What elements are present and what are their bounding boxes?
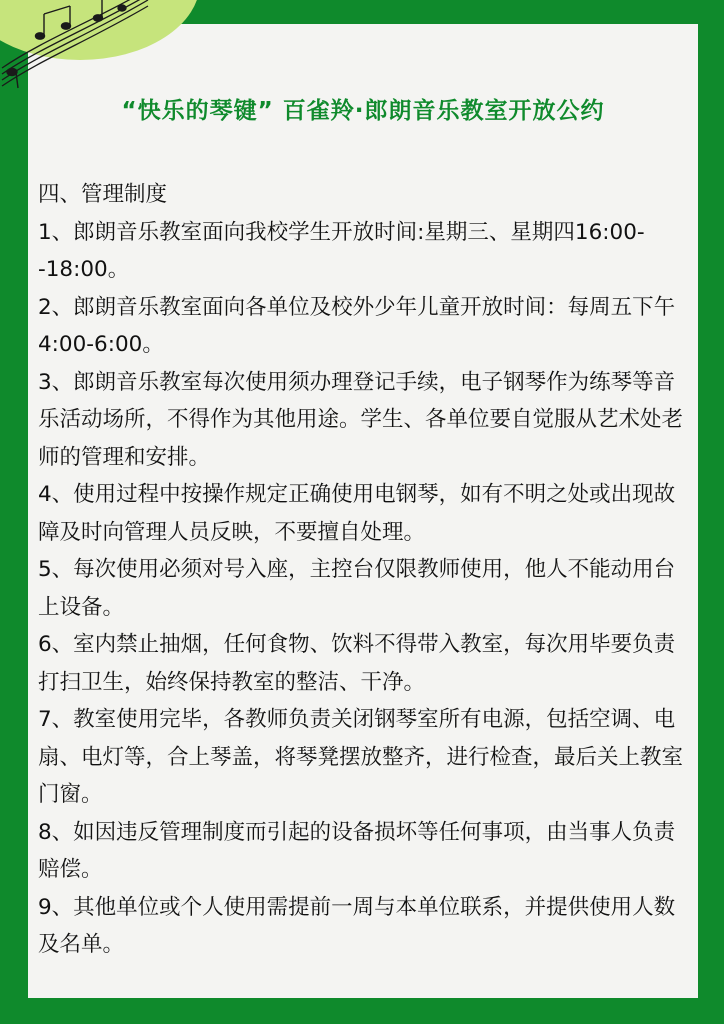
rule-item: 3、郎朗音乐教室每次使用须办理登记手续，电子钢琴作为练琴等音乐活动场所，不得作为其他用途。学生、各单位要自觉服从艺术处老师的管理和安排。: [38, 369, 684, 470]
rule-item: 9、其他单位或个人使用需提前一周与本单位联系，并提供使用人数及名单。: [38, 894, 676, 957]
rule-item: 4、使用过程中按操作规定正确使用电钢琴，如有不明之处或出现故障及时向管理人员反映，不要擅自处理。: [38, 482, 676, 545]
music-notes-staff-icon: [0, 0, 150, 95]
section-heading: 四、管理制度: [38, 182, 168, 207]
page-title: “快乐的琴键” 百雀羚·郎朗音乐教室开放公约: [121, 98, 605, 124]
rule-item: 7、教室使用完毕，各教师负责关闭钢琴室所有电源，包括空调、电扇、电灯等，合上琴盖，将琴凳摆放整齐，进行检查，最后关上教室门窗。: [38, 707, 684, 807]
rules-content: [38, 176, 686, 964]
rule-item: 6、室内禁止抽烟，任何食物、饮料不得带入教室，每次用毕要负责打扫卫生，始终保持教室的整洁、干净。: [38, 632, 676, 695]
rule-item: 5、每次使用必须对号入座，主控台仅限教师使用，他人不能动用台上设备。: [38, 557, 676, 620]
rule-item: 1、郎朗音乐教室面向我校学生开放时间:星期三、星期四16:00--18:00。: [38, 219, 645, 282]
rule-item: 2、郎朗音乐教室面向各单位及校外少年儿童开放时间：每周五下午4:00-6:00。: [38, 294, 676, 357]
rule-item: 8、如因违反管理制度而引起的设备损坏等任何事项，由当事人负责赔偿。: [38, 819, 676, 882]
